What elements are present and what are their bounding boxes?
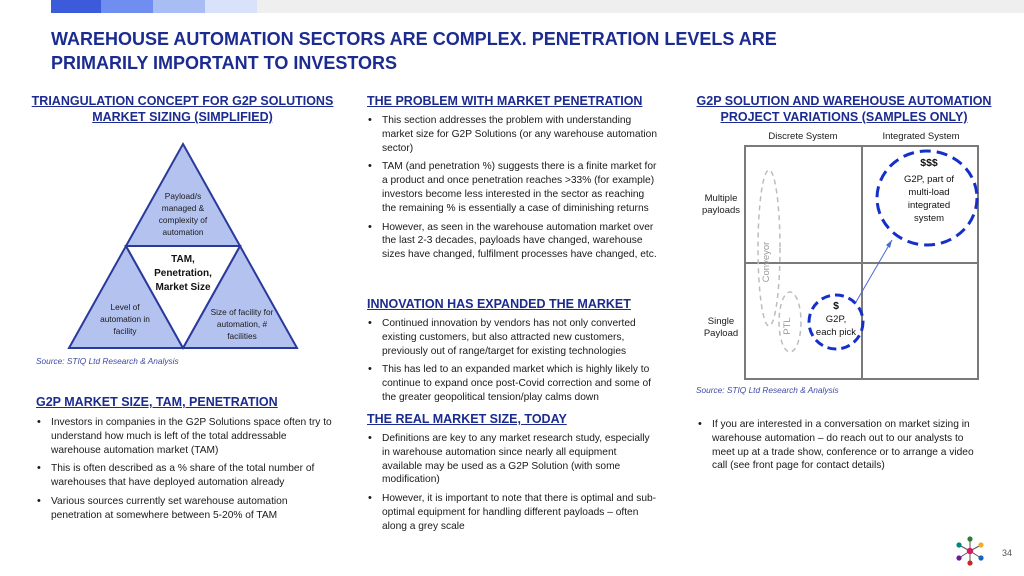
connector-arrowhead [886,240,892,248]
integrated-text-line2: multi-load [908,187,950,198]
contact-list [697,418,987,478]
triangulation-diagram [55,138,310,353]
discrete-text-line2: each pick [815,327,857,338]
tri-right-line2: automation, # [216,319,268,329]
integrated-text-line4: system [913,213,945,224]
tri-left-line3: facility [113,326,137,336]
tri-top-line4: automation [162,227,204,237]
page-title [51,27,951,75]
variations-heading [690,93,998,125]
triangulation-heading-line2: MARKET SIZING (SIMPLIFIED) [92,110,273,124]
ptl-label: PTL [782,317,793,335]
problem-heading: THE PROBLEM WITH MARKET PENETRATION [367,94,643,108]
left-source-note: Source: STIQ Ltd Research & Analysis [36,356,179,366]
tri-center-line2: Penetration, [154,268,212,279]
tri-center-line3: Market Size [155,282,211,293]
integrated-symbol: $$$ [920,157,938,169]
page-title-line1: WAREHOUSE AUTOMATION SECTORS ARE COMPLEX. PENETRATION LEVELS ARE [51,29,777,49]
real-market-heading: THE REAL MARKET SIZE, TODAY [367,412,567,426]
tri-left-line2: automation in [100,314,150,324]
variations-heading-line2: PROJECT VARIATIONS (SAMPLES ONLY) [720,110,968,124]
triangulation-heading-line1: TRIANGULATION CONCEPT FOR G2P SOLUTIONS [31,94,334,108]
tri-top-line1: Payload/s [164,191,202,201]
row-label-multiple [696,193,746,217]
real-market-list [367,432,659,539]
list-item: • If you are interested in a conversation on market sizing in warehouse automation – do reach out to our analysts to meet up at a trade show, conference or to arrange a video call (see front page for contact details) [697,418,987,473]
problem-list [367,114,659,267]
integrated-text-line1: G2P, part of [904,174,954,185]
variations-matrix [740,142,985,382]
company-logo-icon [955,536,985,566]
list-item: • Investors in companies in the G2P Solutions space often try to understand how much is left of the total addressable warehouse automation market (TAM) [36,416,332,457]
conveyor-label: Conveyor [761,241,772,283]
row-label-single [696,316,746,340]
tri-right-line1: Size of facility for [210,307,274,317]
list-item: • Continued innovation by vendors has not only converted existing customers, but also attracted new customers, previously out of range/target for existing technologies [367,317,659,358]
discrete-text-line1: G2P, [825,314,847,325]
tri-right-line3: facilities [227,331,257,341]
row-label-single-line2: Payload [703,328,739,339]
list-item: • However, as seen in the warehouse automation market over the last 2-3 decades, payloads have changed, warehouse sizes have changed, fulfilment processes have changed, etc. [367,221,659,262]
row-label-single-line1: Single [707,316,735,327]
list-item: • TAM (and penetration %) suggests there is a finite market for a product and once penetration reaches >33% (for example) investors become less interested in the sector as reaching the remaining % is essentially a case of diminishing returns [367,160,659,215]
tri-top-line3: complexity of [158,215,208,225]
discrete-symbol: $ [833,300,839,312]
tri-center-line1: TAM, [171,254,195,265]
list-item: • This has led to an expanded market which is highly likely to continue to expand once post-Covid correction and some of the greater geopolitical tension/play calms down [367,363,659,404]
row-label-multiple-line1: Multiple [704,193,738,204]
page-number: 34 [1001,548,1012,558]
list-item: • Various sources currently set warehouse automation penetration at somewhere between 5-20% of TAM [36,495,332,523]
list-item: • Definitions are key to any market research study, especially in warehouse automation since nearly all equipment available may be used as a G2P Solution (with some modification) [367,432,659,487]
variations-heading-line1: G2P SOLUTION AND WAREHOUSE AUTOMATION [696,94,992,108]
right-source-note: Source: STIQ Ltd Research & Analysis [696,385,839,395]
g2p-market-size-list [36,416,332,528]
list-item: • This section addresses the problem with understanding market size for G2P Solutions (or any warehouse automation sector) [367,114,659,155]
tri-left-line1: Level of [110,302,140,312]
innovation-heading: INNOVATION HAS EXPANDED THE MARKET [367,297,631,311]
col-label-discrete: Discrete System [768,131,838,142]
innovation-list [367,317,659,410]
triangulation-heading [25,93,340,125]
g2p-market-size-heading: G2P MARKET SIZE, TAM, PENETRATION [36,395,278,409]
tri-top-line2: managed & [161,203,205,213]
list-item: • However, it is important to note that there is optimal and sub-optimal equipment for handling different payloads – often along a grey scale [367,492,659,533]
page-title-line2: PRIMARILY IMPORTANT TO INVESTORS [51,53,398,73]
top-accent-bar [0,0,1024,13]
list-item: • This is often described as a % share of the total number of warehouses that have deployed automation already [36,462,332,490]
col-label-integrated: Integrated System [882,131,960,142]
integrated-text-line3: integrated [907,200,951,211]
row-label-multiple-line2: payloads [701,205,741,216]
